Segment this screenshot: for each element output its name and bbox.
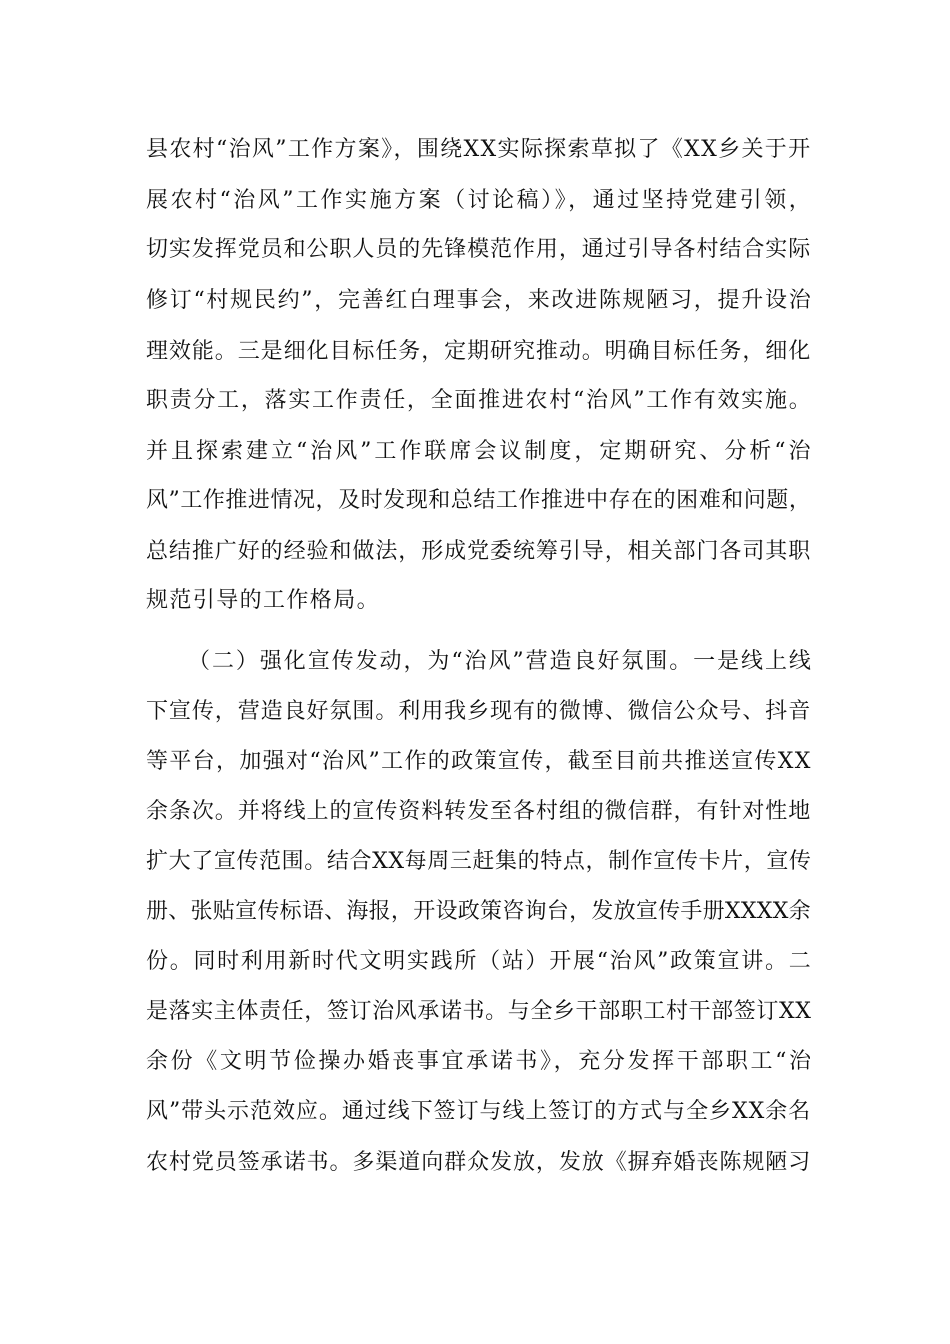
text-line: 理效能。三是细化目标任务，定期研究推动。明确目标任务，细化 [146,339,812,364]
section-heading-line: （二）强化宣传发动，为“治风”营造良好氛围。一是线上线 [188,649,813,674]
text-line: 修订“村规民约”，完善红白理事会，来改进陈规陋习，提升设治 [146,288,813,313]
text-line: 职责分工，落实工作责任，全面推进农村“治风”工作有效实施。 [146,388,813,413]
text-line: 份。同时利用新时代文明实践所（站）开展“治风”政策宣讲。二 [146,949,813,974]
text-line: 册、张贴宣传标语、海报，开设政策咨询台，发放宣传手册XXXX余 [146,899,811,924]
text-line: 风”工作推进情况，及时发现和总结工作推进中存在的困难和问题， [146,488,812,513]
text-line: 县农村“治风”工作方案》，围绕XX实际探索草拟了《XX乡关于开 [146,137,812,162]
text-line: 等平台，加强对“治风”工作的政策宣传，截至目前共推送宣传XX [146,749,812,774]
text-line: 并且探索建立“治风”工作联席会议制度，定期研究、分析“治 [146,439,814,464]
text-line: 切实发挥党员和公职人员的先锋模范作用，通过引导各村结合实际 [146,237,812,262]
text-line: 风”带头示范效应。通过线下签订与线上签订的方式与全乡XX余名 [146,1099,812,1124]
text-line: 总结推广好的经验和做法，形成党委统筹引导，相关部门各司其职 [146,539,812,564]
text-line: 余份《文明节俭操办婚丧事宜承诺书》，充分发挥干部职工“治 [146,1049,814,1074]
text-line: 扩大了宣传范围。结合XX每周三赶集的特点，制作宣传卡片，宣传 [146,849,812,874]
text-line: 是落实主体责任，签订治风承诺书。与全乡干部职工村干部签订XX [146,999,812,1024]
text-line: 农村党员签承诺书。多渠道向群众发放，发放《摒弃婚丧陈规陋习 [146,1150,812,1175]
text-line: 下宣传，营造良好氛围。利用我乡现有的微博、微信公众号、抖音 [146,699,812,724]
text-line: 规范引导的工作格局。 [146,588,381,613]
text-line: 余条次。并将线上的宣传资料转发至各村组的微信群，有针对性地 [146,799,812,824]
text-line: 展农村“治风”工作实施方案（讨论稿）》，通过坚持党建引领， [146,188,814,213]
